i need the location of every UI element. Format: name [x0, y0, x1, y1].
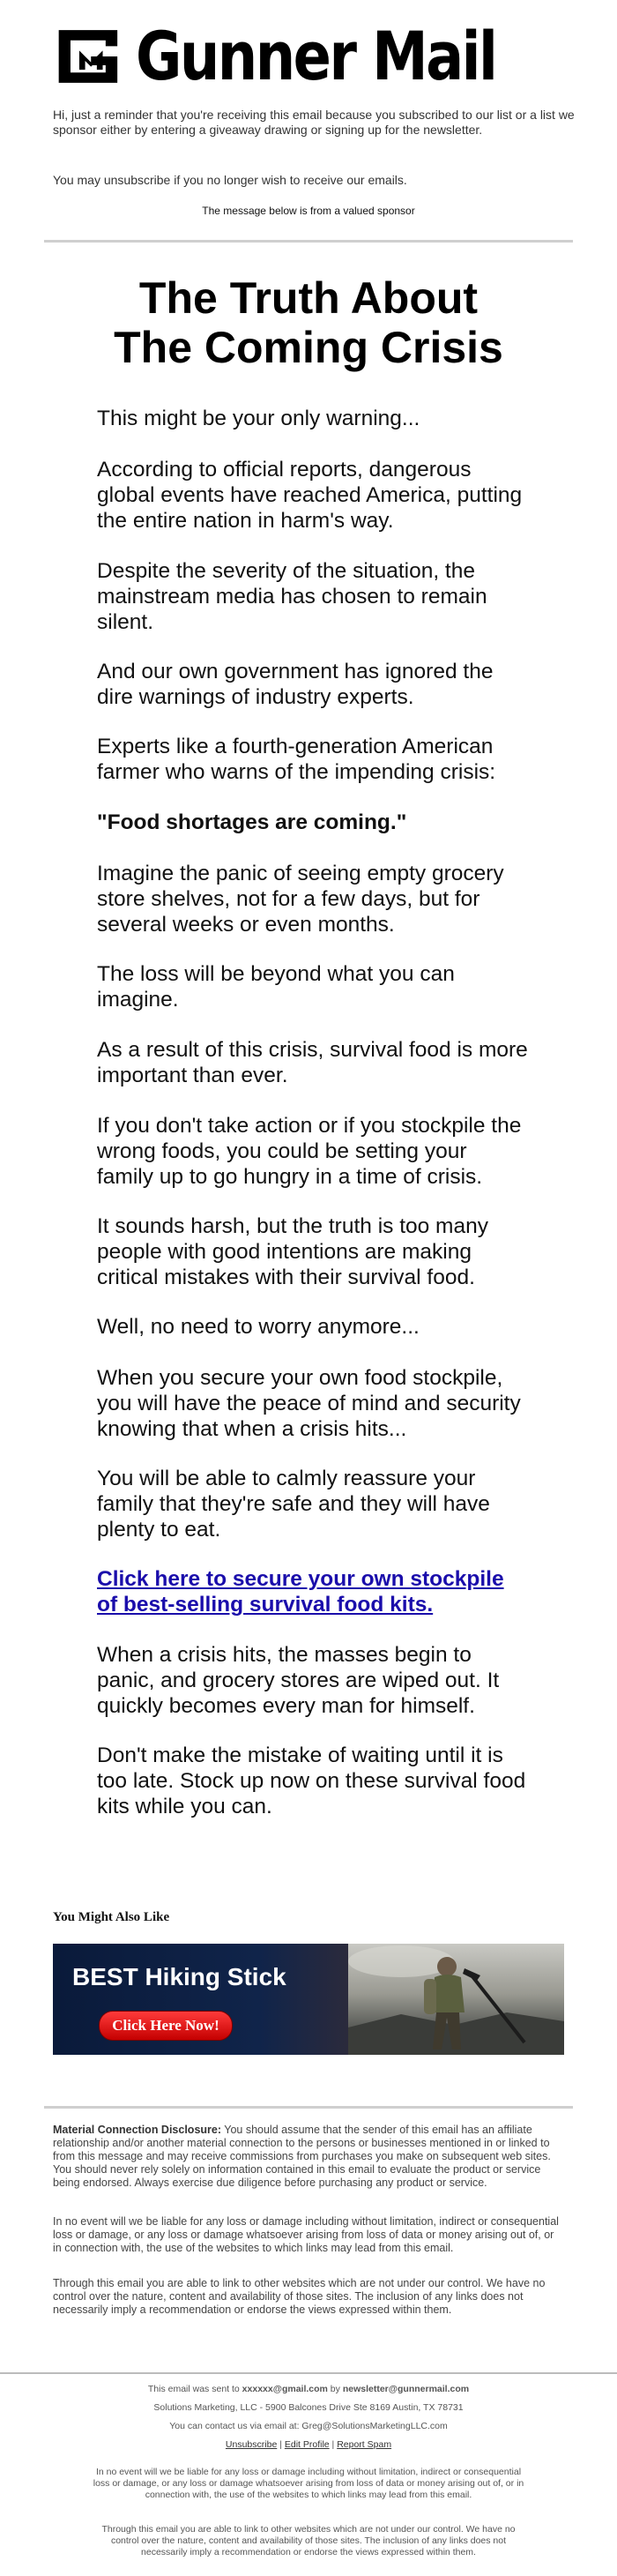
- footer-divider: [0, 2372, 617, 2374]
- article-paragraph: Experts like a fourth-generation American farmer who warns of the impending crisis:: [97, 735, 496, 784]
- header-divider: [44, 240, 573, 243]
- edit-profile-link[interactable]: Edit Profile: [284, 2439, 330, 2450]
- sponsor-note: The message below is from a valued sponsor: [202, 205, 415, 217]
- footer-liability: In no event will we be liable for any loss or damage including without limitation, indirect or consequential loss or damage, or any loss or damage whatsoever arising from loss of data or money arising out of, or in connection with, the use of the websites to which links may lead from this email.: [93, 2467, 524, 2500]
- headline-line-1: The Truth About: [138, 273, 479, 323]
- contact-email: You can contact us via email at: Greg@SolutionsMarketingLLC.com: [169, 2421, 448, 2431]
- company-address: Solutions Marketing, LLC - 5900 Balcones Drive Ste 8169 Austin, TX 78731: [153, 2402, 464, 2413]
- recipient-email: xxxxxx@gmail.com: [242, 2384, 328, 2394]
- article-paragraph: Imagine the panic of seeing empty grocery store shelves, not for a few days, but for several weeks or even months.: [97, 862, 504, 937]
- sent-prefix: This email was sent to: [147, 2384, 242, 2394]
- hiker-photo: [348, 1944, 564, 2055]
- article-paragraph: According to official reports, dangerous global events have reached America, putting the entire nation in harm's way.: [97, 458, 523, 533]
- sent-by: by: [327, 2384, 343, 2394]
- article-paragraph: Well, no need to worry anymore...: [97, 1315, 420, 1339]
- report-spam-link[interactable]: Report Spam: [337, 2439, 392, 2450]
- headline-line-2: The Coming Crisis: [114, 323, 503, 372]
- article-paragraph: It sounds harsh, but the truth is too many people with good intentions are making critical mistakes with their survival food.: [97, 1214, 488, 1289]
- article-headline: [44, 273, 573, 372]
- banner-click-here-button[interactable]: Click Here Now!: [99, 2011, 233, 2041]
- article-paragraph: If you don't take action or if you stockpile the wrong foods, you could be setting your family up to go hungry in a time of crisis.: [97, 1114, 522, 1189]
- article-paragraph: You will be able to calmly reassure your family that they're safe and they will have plenty to eat.: [97, 1467, 490, 1542]
- brand-logo: [53, 12, 564, 101]
- hiking-stick-banner-ad[interactable]: [53, 1944, 564, 2055]
- material-connection-disclosure: [53, 2124, 564, 2190]
- article-paragraph: As a result of this crisis, survival food is more important than ever.: [97, 1038, 528, 1087]
- banner-title: BEST Hiking Stick: [72, 1963, 286, 1990]
- survival-food-cta-link[interactable]: Click here to secure your own stockpile of best-selling survival food kits.: [97, 1567, 504, 1617]
- disclosure-divider: [44, 2106, 573, 2109]
- footer-links: [88, 2439, 529, 2451]
- sent-to-line: [88, 2384, 529, 2395]
- sender-email: newsletter@gunnermail.com: [342, 2384, 470, 2394]
- hiker-illustration-icon: [348, 1944, 564, 2055]
- article-paragraph: When you secure your own food stockpile, you will have the peace of mind and security knowing that when a crisis hits...: [97, 1366, 521, 1441]
- cta-paragraph: [97, 1566, 529, 1617]
- link-separator: |: [277, 2439, 285, 2450]
- subscription-reminder: Hi, just a reminder that you're receiving this email because you subscribed to our list or a list we sponsor either by entering a giveaway drawing or signing up for the newsletter.: [53, 108, 575, 137]
- article-paragraph: And our own government has ignored the dire warnings of industry experts.: [97, 660, 494, 709]
- article-paragraph: The loss will be beyond what you can imagine.: [97, 962, 455, 1012]
- disclosure-label: Material Connection Disclosure:: [53, 2124, 222, 2136]
- gunner-mail-logo-icon: [53, 18, 123, 95]
- article-paragraph: When a crisis hits, the masses begin to panic, and grocery stores are wiped out. It quickly becomes every man for himself.: [97, 1643, 500, 1718]
- unsubscribe-link[interactable]: Unsubscribe: [225, 2439, 278, 2450]
- link-separator: |: [329, 2439, 338, 2450]
- banner-text-panel: [53, 1944, 348, 2055]
- external-links-disclaimer: Through this email you are able to link to other websites which are not under our control. We have no control over the nature, content and availability of those sites. The inclusion of any links does not necessarily imply a recommendation or endorse the views expressed within them.: [53, 2277, 546, 2316]
- brand-name: Gunner Mail: [135, 17, 496, 95]
- unsubscribe-note: You may unsubscribe if you no longer wish to receive our emails.: [53, 173, 407, 187]
- disclosure-text: You should assume that the sender of this email has an affiliate relationship and/or another material connection to the persons or businesses mentioned in or linked to from this message and may receive commissions from purchases you make on subsequent web sites. You should never rely solely on information contained in this email to evaluate the product or service being endorsed. Always exercise due diligence before purchasing any product or service.: [53, 2124, 551, 2189]
- article-quote: "Food shortages are coming.": [97, 810, 407, 834]
- article-paragraph: Despite the severity of the situation, the mainstream media has chosen to remain silent.: [97, 559, 487, 634]
- article-paragraph: Don't make the mistake of waiting until it is too late. Stock up now on these survival food kits while you can.: [97, 1743, 526, 1818]
- liability-disclaimer: In no event will we be liable for any loss or damage including without limitation, indirect or consequential loss or damage, or any loss or damage whatsoever arising from loss of data or money arising out of, or in connection with, the use of the websites to which links may lead from this email.: [53, 2215, 559, 2254]
- footer-links-disclaimer: Through this email you are able to link to other websites which are not under our control. We have no control over the nature, content and availability of those sites. The inclusion of any links does not necessarily imply a recommendation or endorse the views expressed within them.: [101, 2524, 516, 2557]
- you-might-also-like-heading: You Might Also Like: [53, 1910, 170, 1924]
- article-paragraph: This might be your only warning...: [97, 407, 420, 430]
